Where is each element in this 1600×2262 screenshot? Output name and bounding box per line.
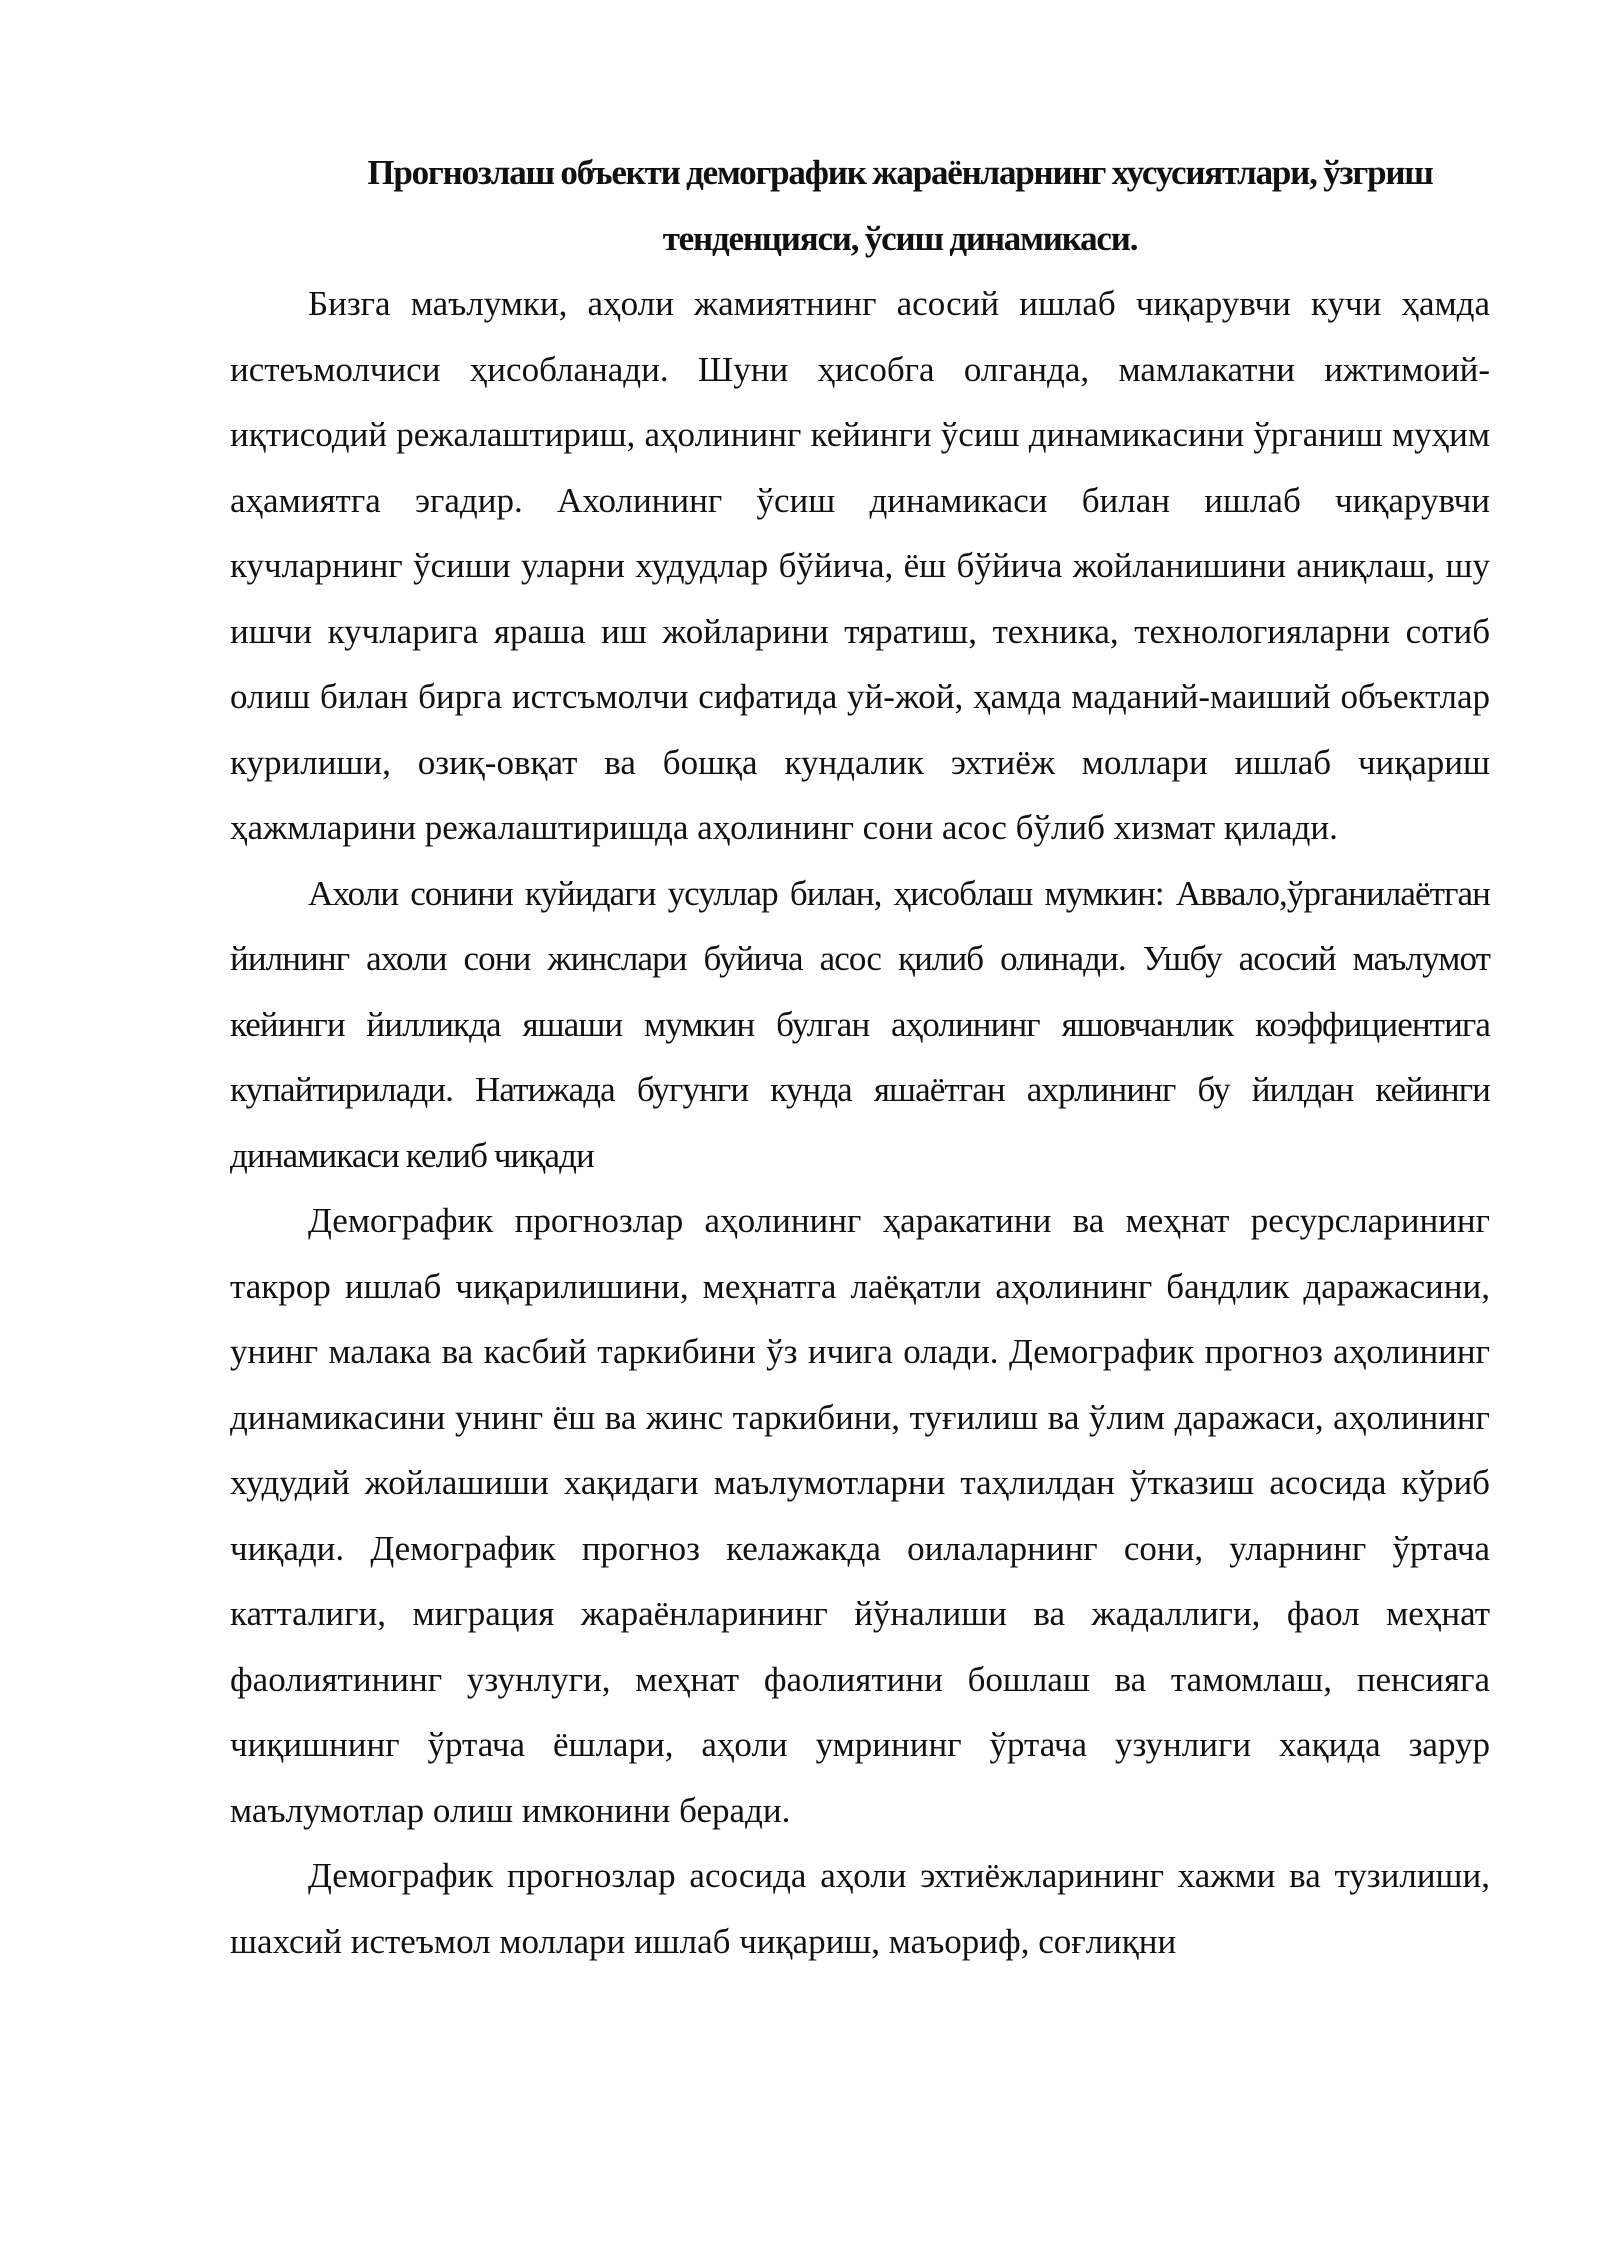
document-title: Прогнозлаш объекти демографик жараёнларнинг хусусиятлари, ўзгриш тенденцияси, ўсиш динамикаси.	[367, 153, 1433, 258]
paragraph-population-importance: Бизга маълумки, аҳоли жамиятнинг асосий ишлаб чиқарувчи кучи ҳамда истеъмолчиси ҳисобланади. Шуни ҳисобга олганда, мамлакатни ижтимоий-иқтисодий режалаштириш, аҳолининг кейинги ўсиш динамикасини ўрганиш муҳим аҳамиятга эгадир. Ахолининг ўсиш динамикаси билан ишлаб чиқарувчи кучларнинг ўсиши уларни худудлар бўйича, ёш бўйича жойланишини аниқлаш, шу ишчи кучларига яраша иш жойларини тяратиш, техника, технологияларни сотиб олиш билан бирга истсъмолчи сифатида уй-жой, ҳамда маданий-маиший объектлар курилиши, озиқ-овқат ва бошқа кундалик эхтиёж моллари ишлаб чиқариш ҳажмларини режалаштиришда аҳолининг сони асос бўлиб хизмат қилади.	[230, 284, 1490, 847]
paragraph-demographic-forecasts: Демографик прогнозлар аҳолининг ҳаракатини ва меҳнат ресурсларининг такрор ишлаб чиқарилишини, меҳнатга лаёқатли аҳолининг бандлик даражасини, унинг малака ва касбий таркибини ўз ичига олади. Демографик прогноз аҳолининг динамикасини унинг ёш ва жинс таркибини, туғилиш ва ўлим даражаси, аҳолининг худудий жойлашиши хақидаги маълумотларни таҳлилдан ўтказиш асосида кўриб чиқади. Демографик прогноз келажакда оилаларнинг сони, уларнинг ўртача катталиги, миграция жараёнларининг йўналиши ва жадаллиги, фаол меҳнат фаолиятининг узунлуги, меҳнат фаолиятини бошлаш ва тамомлаш, пенсияга чиқишнинг ўртача ёшлари, аҳоли умрининг ўртача узунлиги хақида зарур маълумотлар олиш имконини беради.	[230, 1201, 1490, 1830]
paragraph-forecast-basis: Демографик прогнозлар асосида аҳоли эхтиёжларининг хажми ва тузилиши, шахсий истеъмол моллари ишлаб чиқариш, маъориф, соғлиқни	[230, 1856, 1490, 1961]
document-page	[230, 140, 1490, 1974]
paragraph-population-calculation: Ахоли сонини куйидаги усуллар билан, ҳисоблаш мумкин: Аввало,ўрганилаётган йилнинг ахоли сони жинслари буйича асос қилиб олинади. Ушбу асосий маълумот кейинги йилликда яшаши мумкин булган аҳолининг яшовчанлик коэффициентига купайтирилади. Натижада бугунги кунда яшаётган ахрлининг бу йилдан кейинги динамикаси келиб чиқади	[230, 873, 1490, 1175]
